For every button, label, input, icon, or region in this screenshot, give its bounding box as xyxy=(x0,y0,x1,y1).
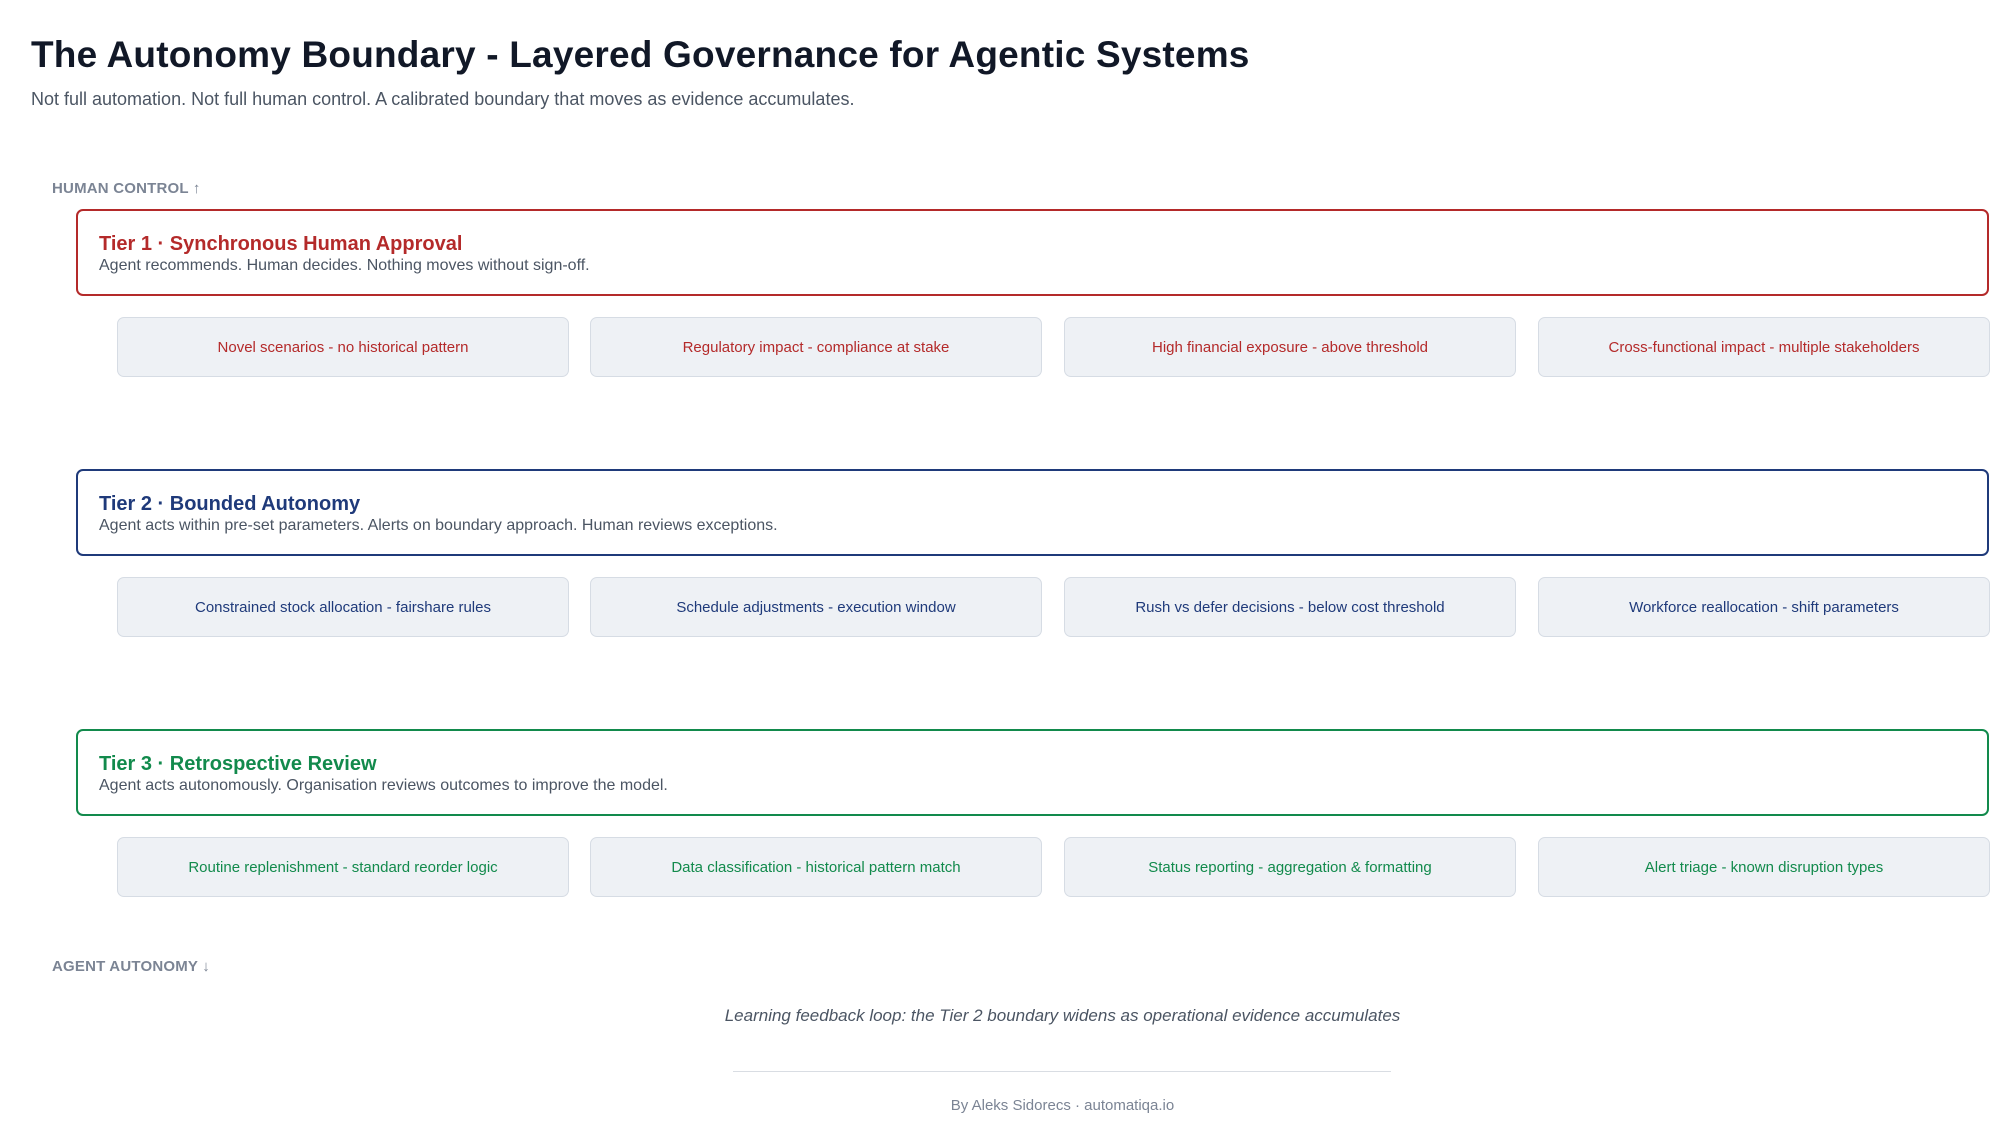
tier-2-box xyxy=(76,469,1989,556)
tier-1-box xyxy=(76,209,1989,296)
tier-2-description: Agent acts within pre-set parameters. Alerts on boundary approach. Human reviews exceptions. xyxy=(99,517,778,534)
tier-1-item-regulatory-impact: Regulatory impact - compliance at stake xyxy=(590,317,1042,377)
tier-3-title: Tier 3 · Retrospective Review xyxy=(99,753,377,775)
tier-3-items xyxy=(117,837,1990,897)
tier-1-title: Tier 1 · Synchronous Human Approval xyxy=(99,233,463,255)
tier-2-items xyxy=(117,577,1990,637)
tier-1-item-cross-functional: Cross-functional impact - multiple stakeholders xyxy=(1538,317,1990,377)
tier-3-item-data-classification: Data classification - historical pattern match xyxy=(590,837,1042,897)
human-control-axis-label: HUMAN CONTROL ↑ xyxy=(52,180,201,197)
tier-2-title: Tier 2 · Bounded Autonomy xyxy=(99,493,361,515)
author-credit: By Aleks Sidorecs · automatiqa.io xyxy=(950,1097,1175,1114)
tier-1-item-financial-exposure: High financial exposure - above threshold xyxy=(1064,317,1516,377)
tier-2-item-stock-allocation: Constrained stock allocation - fairshare rules xyxy=(117,577,569,637)
tier-3-item-alert-triage: Alert triage - known disruption types xyxy=(1538,837,1990,897)
page-title: The Autonomy Boundary - Layered Governance for Agentic Systems xyxy=(31,34,1250,75)
feedback-loop-note: Learning feedback loop: the Tier 2 boundary widens as operational evidence accumulates xyxy=(724,1006,1401,1025)
tier-2-item-workforce-reallocation: Workforce reallocation - shift parameters xyxy=(1538,577,1990,637)
tier-2-item-rush-vs-defer: Rush vs defer decisions - below cost threshold xyxy=(1064,577,1516,637)
tier-3-item-status-reporting: Status reporting - aggregation & formatting xyxy=(1064,837,1516,897)
tier-3-item-routine-replenishment: Routine replenishment - standard reorder logic xyxy=(117,837,569,897)
tier-2-item-schedule-adjustments: Schedule adjustments - execution window xyxy=(590,577,1042,637)
tier-3-box xyxy=(76,729,1989,816)
tier-1-description: Agent recommends. Human decides. Nothing moves without sign-off. xyxy=(99,257,590,274)
tier-1-items xyxy=(117,317,1990,377)
tier-1-item-novel-scenarios: Novel scenarios - no historical pattern xyxy=(117,317,569,377)
tier-3-description: Agent acts autonomously. Organisation reviews outcomes to improve the model. xyxy=(99,777,668,794)
page-subtitle: Not full automation. Not full human control. A calibrated boundary that moves as evidence accumulates. xyxy=(31,89,855,109)
agent-autonomy-axis-label: AGENT AUTONOMY ↓ xyxy=(52,958,210,975)
footer-divider xyxy=(733,1071,1391,1072)
